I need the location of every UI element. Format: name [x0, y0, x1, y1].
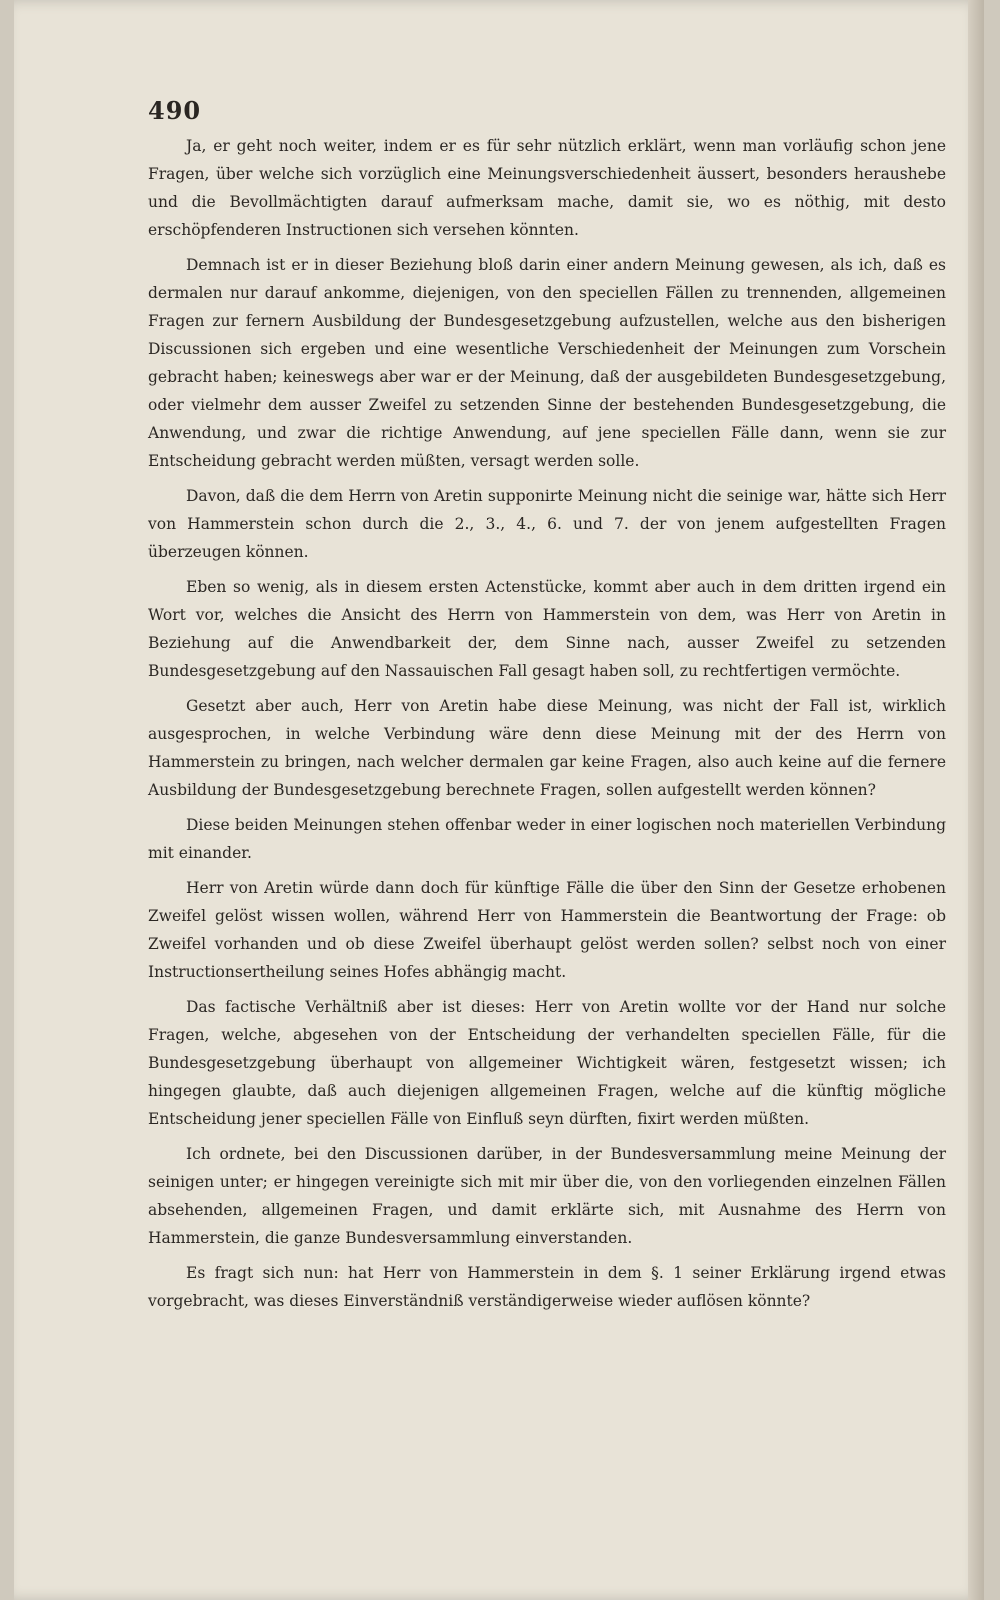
page-number: 490 [148, 96, 202, 125]
paragraph-1: Ja, er geht noch weiter, indem er es für sehr nützlich erklärt, wenn man vorläufig schon jene Fragen, über welche sich vorzüglich eine Meinungsverschiedenheit äussert, besonders heraushebe und die Bevollmächtigten darauf aufmerksam mache, damit sie, wo es nöthig, mit desto erschöpfenderen Instructionen sich versehen könnten. [148, 137, 946, 239]
book-page [14, 0, 984, 1600]
paragraph-6: Diese beiden Meinungen stehen offenbar weder in einer logischen noch materiellen Verbindung mit einander. [148, 816, 946, 862]
page-edge [968, 0, 984, 1600]
paragraph-3: Davon, daß die dem Herrn von Aretin supponirte Meinung nicht die seinige war, hätte sich Herr von Hammerstein schon durch die 2., 3., 4., 6. und 7. der von jenem aufgestellten Fragen überzeugen können. [148, 487, 946, 561]
paragraph-10: Es fragt sich nun: hat Herr von Hammerstein in dem §. 1 seiner Erklärung irgend etwas vorgebracht, was dieses Einverständniß verständigerweise wieder auflösen könnte? [148, 1264, 946, 1310]
paragraph-7: Herr von Aretin würde dann doch für künftige Fälle die über den Sinn der Gesetze erhobenen Zweifel gelöst wissen wollen, während Herr von Hammerstein die Beantwortung der Frage: ob Zweifel vorhanden und ob diese Zweifel überhaupt gelöst werden sollen? selbst noch von einer Instructionsertheilung seines Hofes abhängig macht. [148, 879, 946, 981]
paragraph-2: Demnach ist er in dieser Beziehung bloß darin einer andern Meinung gewesen, als ich, daß es dermalen nur darauf ankomme, diejenigen, von den speciellen Fällen zu trennenden, allgemeinen Fragen zur fernern Ausbildung der Bundesgesetzgebung aufzustellen, welche aus den bisherigen Discussionen sich ergeben und eine wesentliche Verschiedenheit der Meinungen zum Vorschein gebracht haben; keineswegs aber war er der Meinung, daß der ausgebildeten Bundesgesetzgebung, oder vielmehr dem ausser Zweifel zu setzenden Sinne der bestehenden Bundesgesetzgebung, die Anwendung, und zwar die richtige Anwendung, auf jene speciellen Fälle dann, wenn sie zur Entscheidung gebracht werden müßten, versagt werden solle. [148, 256, 946, 470]
paragraph-4: Eben so wenig, als in diesem ersten Actenstücke, kommt aber auch in dem dritten irgend ein Wort vor, welches die Ansicht des Herrn von Hammerstein von dem, was Herr von Aretin in Beziehung auf die Anwendbarkeit der, dem Sinne nach, ausser Zweifel zu setzenden Bundesgesetzgebung auf den Nassauischen Fall gesagt haben soll, zu rechtfertigen vermöchte. [148, 578, 946, 680]
body-text [148, 132, 946, 1322]
paragraph-8: Das factische Verhältniß aber ist dieses: Herr von Aretin wollte vor der Hand nur solche Fragen, welche, abgesehen von der Entscheidung der verhandelten speciellen Fälle, für die Bundesgesetzgebung überhaupt von allgemeiner Wichtigkeit wären, festgesetzt wissen; ich hingegen glaubte, daß auch diejenigen allgemeinen Fragen, welche auf die künftig mögliche Entscheidung jener speciellen Fälle von Einfluß seyn dürften, fixirt werden müßten. [148, 998, 946, 1128]
paragraph-9: Ich ordnete, bei den Discussionen darüber, in der Bundesversammlung meine Meinung der seinigen unter; er hingegen vereinigte sich mit mir über die, von den vorliegenden einzelnen Fällen absehenden, allgemeinen Fragen, und damit erklärte sich, mit Ausnahme des Herrn von Hammerstein, die ganze Bundesversammlung einverstanden. [148, 1145, 946, 1247]
paragraph-5: Gesetzt aber auch, Herr von Aretin habe diese Meinung, was nicht der Fall ist, wirklich ausgesprochen, in welche Verbindung wäre denn diese Meinung mit der des Herrn von Hammerstein zu bringen, nach welcher dermalen gar keine Fragen, also auch keine auf die fernere Ausbildung der Bundesgesetzgebung berechnete Fragen, sollen aufgestellt werden können? [148, 697, 946, 799]
